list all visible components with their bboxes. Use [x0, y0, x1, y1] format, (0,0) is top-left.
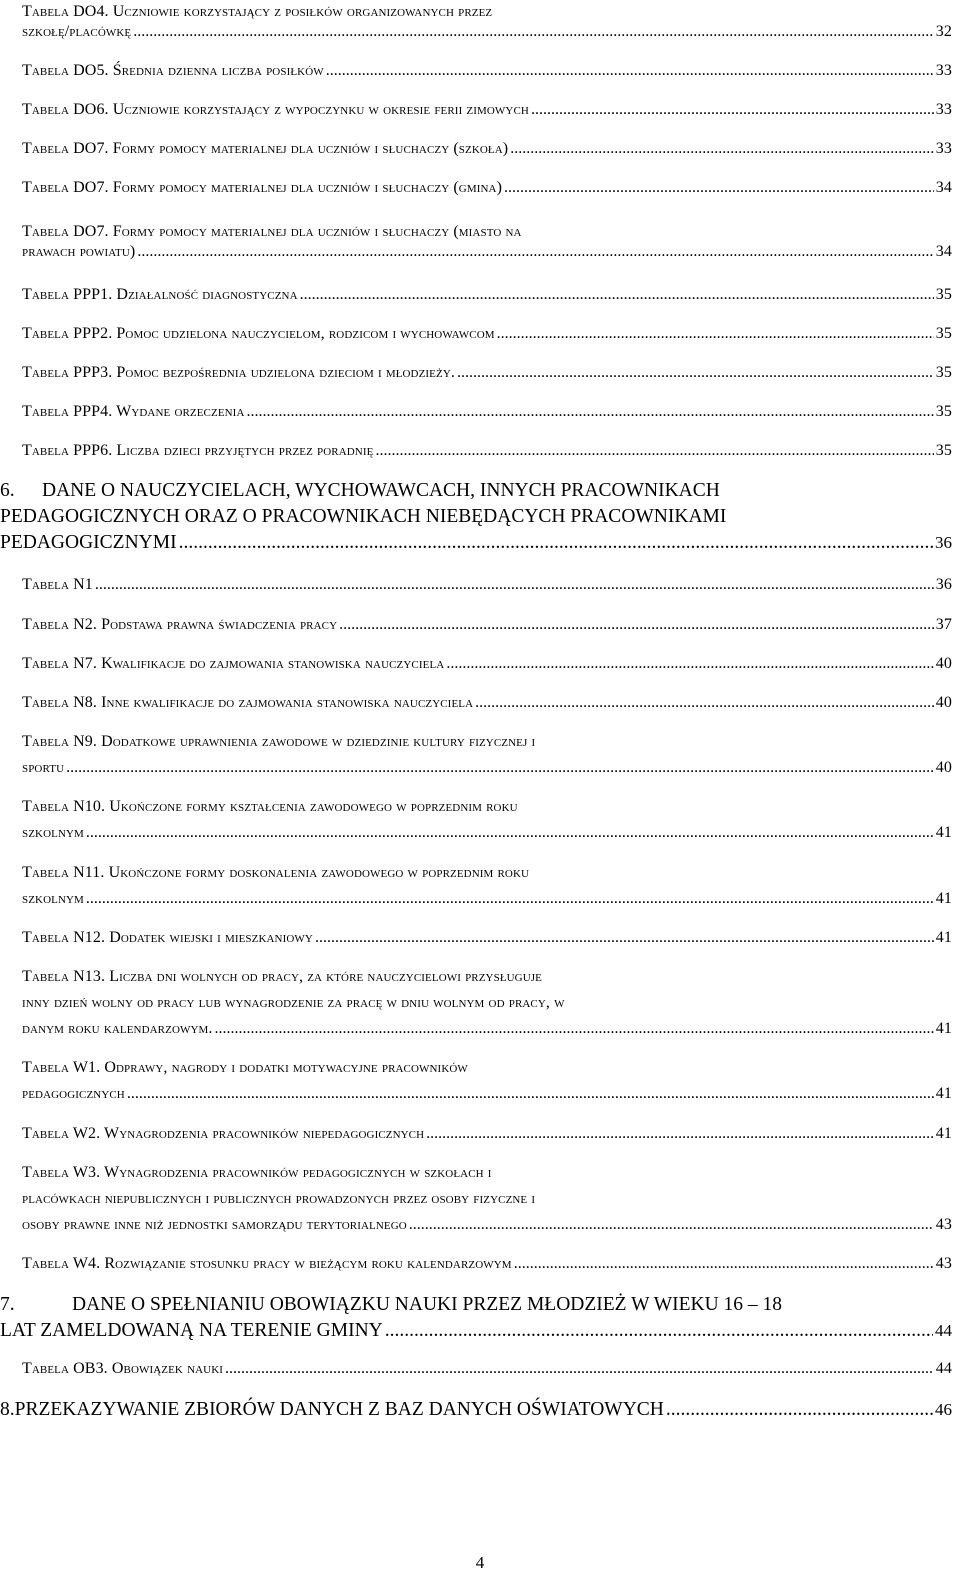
- leader-dots: [95, 576, 934, 594]
- leader-dots: [225, 1360, 934, 1378]
- page-ref: 35: [935, 442, 952, 459]
- leader-dots: [215, 1020, 934, 1038]
- leader-dots: [339, 616, 934, 634]
- leader-dots: [504, 179, 934, 197]
- toc-section-6[interactable]: 6. DANE O NAUCZYCIELACH, WYCHOWAWCACH, INNYCH PRACOWNIKACH PEDAGOGICZNYCH ORAZ O PRACOWNIKACH NIEBĘDĄCYCH PRACOWNIKAMI PEDAGOGICZNYMI ..... 36: [0, 480, 952, 558]
- leader-dots: [86, 824, 934, 842]
- toc-entry-do5[interactable]: Tabela DO5. Średnia dzienna liczba posiłków ..... 33: [22, 62, 952, 88]
- page-ref: 34: [935, 243, 952, 260]
- toc-entry-do7-szkola[interactable]: Tabela DO7. Formy pomocy materialnej dla uczniów i słuchaczy (szkoła) ..... 33: [22, 140, 952, 166]
- page-ref: 35: [935, 403, 952, 420]
- page-number: 4: [475, 1553, 485, 1572]
- leader-dots: [514, 1255, 934, 1273]
- leader-dots: [510, 140, 934, 158]
- toc-entry-do6[interactable]: Tabela DO6. Uczniowie korzystający z wypoczynku w okresie ferii zimowych ..... 33: [22, 101, 952, 127]
- toc-entry-ppp1[interactable]: Tabela PPP1. Działalność diagnostyczna ..... 35: [22, 286, 952, 312]
- leader-dots: [531, 101, 934, 119]
- toc-entry-ob3[interactable]: Tabela OB3. Obowiązek nauki ..... 44: [22, 1360, 952, 1386]
- page-ref: 35: [935, 325, 952, 342]
- page-ref: 41: [935, 1085, 952, 1102]
- section-number: 7.: [0, 1294, 15, 1315]
- leader-dots: [446, 655, 933, 673]
- leader-dots: [179, 532, 933, 554]
- page-ref: 33: [935, 62, 952, 79]
- toc-entry-do7-miasto[interactable]: Tabela DO7. Formy pomocy materialnej dla uczniów i słuchaczy (miasto na prawach powiatu) ..... 34: [22, 223, 952, 263]
- toc-entry-ppp6[interactable]: Tabela PPP6. Liczba dzieci przyjętych przez poradnię ..... 35: [22, 442, 952, 468]
- page-ref: 40: [935, 694, 952, 711]
- toc-entry-ppp3[interactable]: Tabela PPP3. Pomoc bezpośrednia udzielona dzieciom i młodzieży. ..... 35: [22, 364, 952, 390]
- page-ref: 41: [935, 929, 952, 946]
- toc-entry-ppp2[interactable]: Tabela PPP2. Pomoc udzielona nauczycielom, rodzicom i wychowawcom ..... 35: [22, 325, 952, 351]
- leader-dots: [409, 1216, 934, 1234]
- toc-entry-n11[interactable]: Tabela N11. Ukończone formy doskonalenia zawodowego w poprzednim roku szkolnym ..... 41: [22, 864, 952, 916]
- page-ref: 41: [935, 890, 952, 907]
- page-ref: 40: [935, 655, 952, 672]
- leader-dots: [385, 1320, 933, 1342]
- page-ref: 37: [935, 616, 952, 633]
- leader-dots: [375, 442, 933, 460]
- toc-entry-n13[interactable]: Tabela N13. Liczba dni wolnych od pracy, za które nauczycielowi przysługuje inny dzień wolny od pracy lub wynagrodzenie za pracę w dniu wolnym od pracy, w danym roku kalendarzowym. ..... 41: [22, 968, 952, 1046]
- page-ref: 41: [935, 824, 952, 841]
- toc-entry-n9[interactable]: Tabela N9. Dodatkowe uprawnienia zawodowe w dziedzinie kultury fizycznej i sportu ..... 40: [22, 733, 952, 785]
- leader-dots: [426, 1125, 934, 1143]
- section-number: 6.: [0, 480, 15, 501]
- page-ref: 44: [935, 1360, 952, 1377]
- toc-entry-do7-gmina[interactable]: Tabela DO7. Formy pomocy materialnej dla uczniów i słuchaczy (gmina) ..... 34: [22, 179, 952, 205]
- leader-dots: [497, 325, 934, 343]
- page-ref: 44: [935, 1321, 952, 1340]
- toc-entry-ppp4[interactable]: Tabela PPP4. Wydane orzeczenia ..... 35: [22, 403, 952, 429]
- toc-entry-w2[interactable]: Tabela W2. Wynagrodzenia pracowników niepedagogicznych ..... 41: [22, 1125, 952, 1151]
- leader-dots: [137, 243, 933, 261]
- page-ref: 41: [935, 1020, 952, 1037]
- page-ref: 34: [935, 179, 952, 196]
- toc-section-8[interactable]: 8. PRZEKAZYWANIE ZBIORÓW DANYCH Z BAZ DANYCH OŚWIATOWYCH ..... 46: [0, 1399, 952, 1425]
- leader-dots: [246, 403, 933, 421]
- leader-dots: [457, 364, 934, 382]
- toc-entry-n12[interactable]: Tabela N12. Dodatek wiejski i mieszkaniowy ..... 41: [22, 929, 952, 955]
- toc-entry-w4[interactable]: Tabela W4. Rozwiązanie stosunku pracy w bieżącym roku kalendarzowym ..... 43: [22, 1255, 952, 1281]
- page-ref: 33: [935, 101, 952, 118]
- leader-dots: [133, 23, 934, 41]
- page-ref: 36: [935, 533, 952, 552]
- page-ref: 43: [935, 1255, 952, 1272]
- page-ref: 41: [935, 1125, 952, 1142]
- leader-dots: [127, 1085, 934, 1103]
- toc-entry-w1[interactable]: Tabela W1. Odprawy, nagrody i dodatki motywacyjne pracowników pedagogicznych ..... 41: [22, 1059, 952, 1111]
- page-ref: 43: [935, 1216, 952, 1233]
- toc-entry-n8[interactable]: Tabela N8. Inne kwalifikacje do zajmowania stanowiska nauczyciela ..... 40: [22, 694, 952, 720]
- toc-entry-w3[interactable]: Tabela W3. Wynagrodzenia pracowników pedagogicznych w szkołach i placówkach niepublicznych i publicznych prowadzonych przez osoby fizyczne i osoby prawne inne niż jednostki samorządu terytorialnego ..... 43: [22, 1164, 952, 1242]
- toc-entry-n10[interactable]: Tabela N10. Ukończone formy kształcenia zawodowego w poprzednim roku szkolnym ..... 41: [22, 798, 952, 850]
- leader-dots: [666, 1399, 933, 1421]
- leader-dots: [86, 890, 934, 908]
- leader-dots: [475, 694, 934, 712]
- section-number: 8.: [0, 1399, 15, 1420]
- toc-line: szkołę/placówkę ..... 32: [22, 23, 952, 43]
- toc-entry-n1[interactable]: Tabela N1 ..... 36: [22, 576, 952, 602]
- page-ref: 35: [935, 364, 952, 381]
- leader-dots: [66, 759, 934, 777]
- toc-section-7[interactable]: 7. DANE O SPEŁNIANIU OBOWIĄZKU NAUKI PRZEZ MŁODZIEŻ W WIEKU 16 – 18 LAT ZAMELDOWANĄ NA TERENIE GMINY ..... 44: [0, 1294, 952, 1346]
- page-ref: 35: [935, 286, 952, 303]
- toc-entry-do4[interactable]: [22, 3, 952, 43]
- toc-line: Tabela DO4. Uczniowie korzystający z posiłków organizowanych przez: [22, 3, 493, 20]
- page-ref: 32: [935, 23, 952, 40]
- page-ref: 40: [935, 759, 952, 776]
- page-ref: 33: [935, 140, 952, 157]
- toc-entry-n7[interactable]: Tabela N7. Kwalifikacje do zajmowania stanowiska nauczyciela ..... 40: [22, 655, 952, 681]
- leader-dots: [300, 286, 934, 304]
- leader-dots: [315, 929, 934, 947]
- page-ref: 46: [935, 1400, 952, 1419]
- page-ref: 36: [935, 576, 952, 593]
- leader-dots: [326, 62, 934, 80]
- toc-entry-n2[interactable]: Tabela N2. Podstawa prawna świadczenia pracy ..... 37: [22, 616, 952, 642]
